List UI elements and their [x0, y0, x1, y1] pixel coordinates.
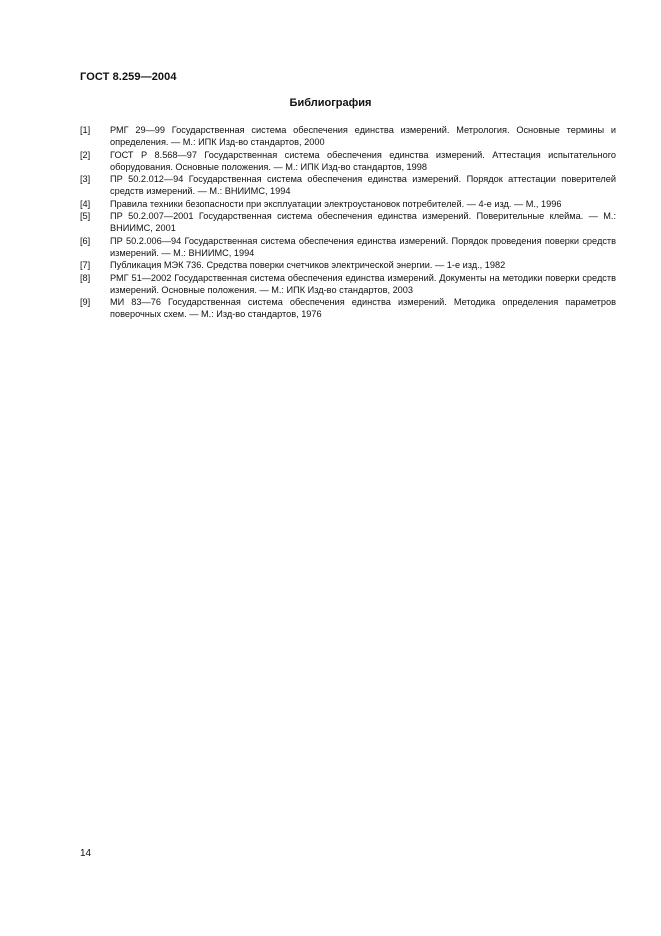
bibliography-item-number: [5] [80, 211, 91, 222]
bibliography-item [80, 235, 616, 260]
bibliography-item [80, 272, 616, 297]
bibliography-item [80, 296, 616, 321]
bibliography-list [80, 124, 616, 321]
bibliography-item-text: МИ 83—76 Государственная система обеспечения единства измерений. Методика определения параметров поверочных схем. — М.: Изд-во стандартов, 1976 [110, 297, 616, 320]
bibliography-item [80, 259, 616, 271]
bibliography-item-number: [7] [80, 260, 91, 271]
bibliography-item-text: РМГ 29—99 Государственная система обеспечения единства измерений. Метрология. Основные термины и определения. — М.: ИПК Изд-во стандартов, 2000 [110, 125, 616, 148]
bibliography-item [80, 198, 616, 210]
bibliography-item-text: ПР 50.2.006—94 Государственная система обеспечения единства измерений. Порядок проведения поверки средств измерений. — М.: ВНИИМС, 1994 [110, 235, 616, 258]
bibliography-item-text: Публикация МЭК 736. Средства поверки счетчиков электрической энергии. — 1-е изд., 1982 [110, 260, 506, 271]
bibliography-item-number: [2] [80, 149, 91, 160]
bibliography-item [80, 124, 616, 149]
bibliography-item-number: [6] [80, 235, 91, 246]
bibliography-item [80, 149, 616, 174]
bibliography-item-number: [4] [80, 198, 91, 209]
bibliography-item [80, 210, 616, 235]
bibliography-item-number: [3] [80, 174, 91, 185]
bibliography-item-text: Правила техники безопасности при эксплуатации электроустановок потребителей. — 4-е изд. — М., 1996 [110, 198, 562, 209]
bibliography-item-number: [9] [80, 297, 91, 308]
bibliography-item-number: [1] [80, 125, 91, 135]
bibliography-title: Библиография [289, 97, 372, 109]
bibliography-item-text: ПР 50.2.012—94 Государственная система обеспечения единства измерений. Порядок аттестации поверителей средств измерений. — М.: ВНИИМС, 1994 [110, 174, 616, 197]
bibliography-item-number: [8] [80, 272, 91, 283]
bibliography-item-text: ПР 50.2.007—2001 Государственная система обеспечения единства измерений. Поверительные клейма. — М.: ВНИИМС, 2001 [110, 211, 616, 234]
bibliography-item-text: РМГ 51—2002 Государственная система обеспечения единства измерений. Документы на методики поверки средств измерений. Основные положения. — М.: ИПК Изд-во стандартов, 2003 [110, 272, 616, 295]
page-number: 14 [80, 848, 92, 859]
bibliography-item-text: ГОСТ Р 8.568—97 Государственная система обеспечения единства измерений. Аттестация испытательного оборудования. Основные положения. — М.: ИПК Изд-во стандартов, 1998 [110, 149, 616, 172]
document-code: ГОСТ 8.259—2004 [80, 71, 177, 83]
bibliography-item [80, 173, 616, 198]
